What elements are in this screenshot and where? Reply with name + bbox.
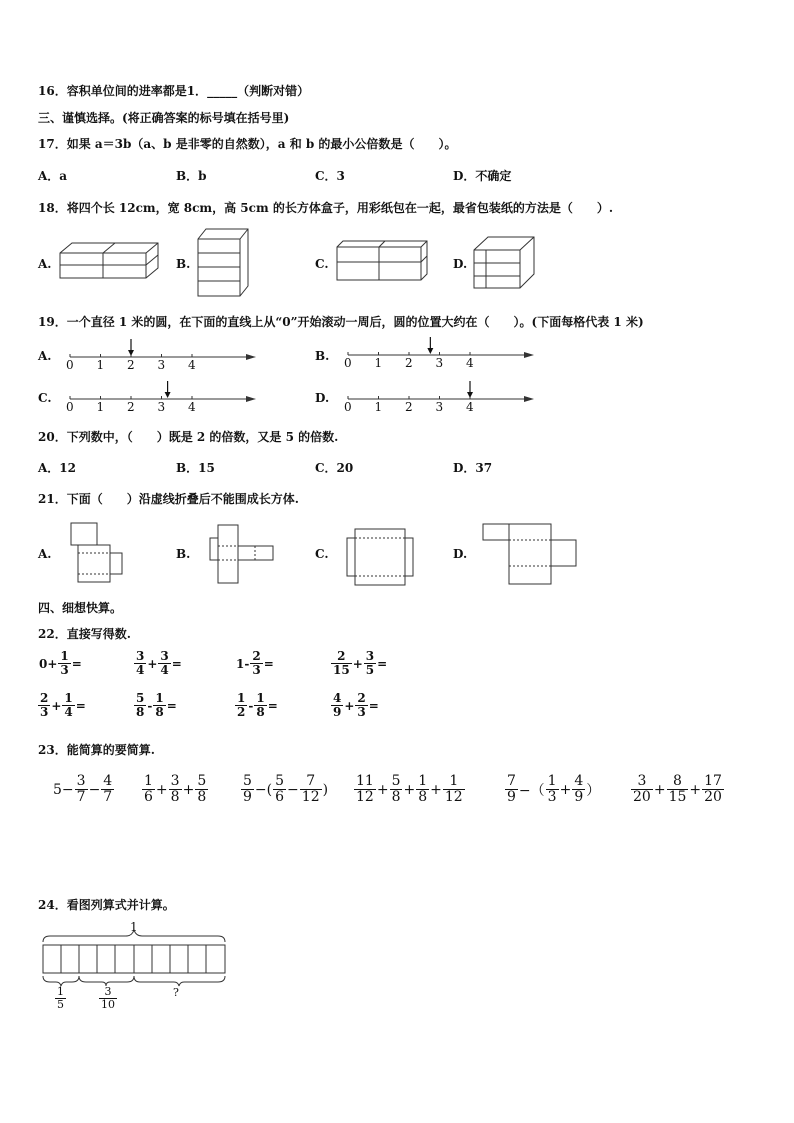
fraction bbox=[75, 774, 88, 806]
q22-expression bbox=[235, 692, 279, 719]
operator: + bbox=[155, 781, 168, 798]
denominator: 8 bbox=[155, 705, 164, 720]
fraction bbox=[158, 650, 170, 677]
fraction bbox=[273, 774, 286, 806]
question-20-stem: 20．下列数中，（ ）既是 2 的倍数，又是 5 的倍数. bbox=[38, 430, 339, 444]
tick-label: 2 bbox=[127, 400, 135, 414]
q19-label-c[interactable]: C. bbox=[38, 391, 52, 405]
arrowhead-icon bbox=[524, 352, 534, 358]
q22-expression bbox=[38, 650, 83, 677]
numerator: 4 bbox=[103, 773, 113, 789]
q22-expression bbox=[331, 692, 380, 719]
q22-expression bbox=[331, 650, 388, 677]
fraction bbox=[195, 774, 208, 806]
numerator: 1 bbox=[418, 773, 428, 789]
question-16-blank[interactable]: _____ bbox=[207, 84, 238, 98]
fraction bbox=[546, 774, 559, 806]
operator: = bbox=[368, 698, 379, 713]
q24-seg2-numerator: 3 bbox=[99, 986, 117, 999]
q24-seg1-numerator: 1 bbox=[57, 985, 64, 998]
question-21-stem: 21．下面（ ）沿虚线折叠后不能围成长方体. bbox=[38, 492, 299, 506]
down-arrow-icon bbox=[128, 350, 134, 356]
q18-figure-a bbox=[60, 238, 160, 278]
denominator: 9 bbox=[507, 789, 516, 806]
operator: - bbox=[147, 698, 153, 713]
numerator: 2 bbox=[252, 649, 261, 663]
tick-label: 3 bbox=[157, 358, 166, 372]
tick-label: 0 bbox=[66, 400, 74, 414]
tick-label: 0 bbox=[66, 358, 74, 372]
arrowhead-icon bbox=[524, 396, 534, 402]
denominator: 4 bbox=[136, 663, 145, 678]
tick-label: 0 bbox=[344, 356, 352, 370]
question-19-stem: 19．一个直径 1 米的圆，在下面的直线上从“0”开始滚动一周后，圆的位置大约在（ ）。(下面每格代表 1 米) bbox=[38, 315, 644, 329]
denominator: 5 bbox=[365, 663, 375, 678]
numerator: 2 bbox=[331, 650, 352, 664]
question-16-text: 容积单位间的进率都是1． bbox=[66, 84, 208, 98]
operator: + bbox=[403, 781, 416, 798]
q24-seg3-label: ? bbox=[173, 986, 179, 999]
tick-label: 2 bbox=[405, 400, 413, 414]
question-22-stem: 22．直接写得数. bbox=[38, 627, 131, 641]
operator: 0+ bbox=[39, 656, 58, 671]
operator: − bbox=[287, 781, 299, 798]
numerator: 3 bbox=[631, 774, 653, 790]
denominator: 15 bbox=[668, 789, 687, 806]
question-17-stem: 17．如果 a＝3b（a、b 是非零的自然数），a 和 b 的最小公倍数是（ ）。 bbox=[38, 137, 457, 151]
numerator: 5 bbox=[197, 773, 207, 789]
tick-label: 2 bbox=[405, 356, 413, 370]
operator: = bbox=[75, 698, 86, 713]
numerator: 2 bbox=[357, 691, 366, 705]
arrowhead-icon bbox=[246, 396, 256, 402]
q20-option-a[interactable]: A．12 bbox=[38, 461, 77, 475]
numerator: 3 bbox=[76, 773, 86, 789]
q18-figure-d bbox=[474, 236, 536, 290]
q19-label-b[interactable]: B. bbox=[315, 349, 330, 363]
denominator: 12 bbox=[301, 789, 320, 806]
q17-option-a[interactable]: A．a bbox=[38, 169, 68, 183]
section-3-title: 三、谨慎选择。(将正确答案的标号填在括号里) bbox=[38, 111, 290, 125]
fraction bbox=[58, 650, 70, 677]
operator: + bbox=[559, 781, 572, 798]
q18-label-a[interactable]: A. bbox=[38, 257, 52, 271]
denominator: 8 bbox=[136, 705, 145, 720]
operator: + bbox=[430, 781, 442, 798]
denominator: 3 bbox=[357, 705, 366, 720]
denominator: 9 bbox=[574, 789, 584, 806]
q21-label-b[interactable]: B. bbox=[176, 547, 191, 561]
tick-label: 3 bbox=[435, 356, 444, 370]
operator: 5− bbox=[53, 781, 74, 798]
numerator: 3 bbox=[136, 649, 145, 663]
q21-net-a bbox=[70, 522, 124, 584]
q19-label-a[interactable]: A. bbox=[38, 349, 52, 363]
q22-expression bbox=[235, 650, 275, 677]
denominator: 9 bbox=[243, 789, 252, 806]
tick-label: 4 bbox=[466, 356, 474, 370]
numerator: 5 bbox=[275, 773, 285, 789]
q17-option-b[interactable]: B．b bbox=[176, 169, 207, 183]
q21-label-c[interactable]: C. bbox=[315, 547, 329, 561]
q21-net-d bbox=[482, 523, 578, 585]
q23-expression bbox=[505, 774, 601, 806]
denominator: 3 bbox=[252, 663, 261, 678]
tick-label: 1 bbox=[96, 358, 105, 372]
operator: = bbox=[171, 656, 182, 671]
denominator: 12 bbox=[444, 789, 463, 806]
operator: - bbox=[248, 698, 254, 713]
operator: − bbox=[88, 781, 101, 798]
fraction bbox=[134, 692, 146, 719]
q17-option-c[interactable]: C．3 bbox=[315, 169, 345, 183]
numerator: 5 bbox=[136, 691, 145, 705]
fraction bbox=[142, 774, 155, 806]
q21-label-d[interactable]: D. bbox=[453, 547, 468, 561]
tick-label: 1 bbox=[374, 400, 383, 414]
tick-label: 0 bbox=[344, 400, 352, 414]
operator: 1- bbox=[236, 656, 250, 671]
denominator: 8 bbox=[418, 789, 428, 806]
q18-label-b[interactable]: B. bbox=[176, 257, 191, 271]
operator: −( bbox=[254, 781, 273, 798]
denominator: 6 bbox=[144, 789, 153, 806]
arrowhead-icon bbox=[246, 354, 256, 360]
q22-expression bbox=[134, 650, 183, 677]
q18-figure-b bbox=[198, 228, 250, 300]
numerator: 3 bbox=[160, 649, 169, 663]
operator: + bbox=[653, 781, 666, 798]
question-16-number: 16． bbox=[38, 84, 67, 98]
numerator: 1 bbox=[547, 773, 557, 789]
tick-label: 3 bbox=[435, 400, 444, 414]
q18-label-d[interactable]: D. bbox=[453, 257, 468, 271]
q20-option-b[interactable]: B．15 bbox=[176, 461, 215, 475]
down-arrow-icon bbox=[427, 348, 433, 354]
fraction bbox=[254, 692, 266, 719]
numerator: 8 bbox=[667, 774, 689, 790]
fraction bbox=[364, 650, 376, 677]
fraction bbox=[62, 692, 74, 719]
tick-label: 1 bbox=[96, 400, 105, 414]
operator: + bbox=[147, 656, 158, 671]
q19-label-d[interactable]: D. bbox=[315, 391, 330, 405]
question-16-tail: （判断对错） bbox=[237, 84, 310, 98]
operator: ） bbox=[586, 782, 601, 799]
fraction bbox=[572, 774, 585, 806]
q24-top-label: 1 bbox=[130, 920, 138, 934]
operator: + bbox=[51, 698, 62, 713]
operator: ) bbox=[322, 781, 329, 798]
operator: + bbox=[689, 781, 702, 798]
numerator: 1 bbox=[60, 649, 69, 663]
q24-seg1-denominator: 5 bbox=[57, 998, 64, 1012]
numerator: 3 bbox=[365, 649, 375, 663]
numerator: 17 bbox=[704, 773, 722, 789]
q21-label-a[interactable]: A. bbox=[38, 547, 52, 561]
numerator: 1 bbox=[155, 691, 164, 705]
fraction bbox=[153, 692, 165, 719]
operator: = bbox=[166, 698, 177, 713]
fraction bbox=[241, 774, 254, 806]
numerator: 1 bbox=[256, 691, 265, 705]
denominator: 15 bbox=[333, 663, 350, 678]
operator: = bbox=[263, 656, 274, 671]
q23-expression bbox=[631, 774, 724, 806]
tick-label: 4 bbox=[188, 400, 196, 414]
denominator: 2 bbox=[237, 705, 246, 720]
numerator: 7 bbox=[507, 773, 516, 789]
fraction bbox=[134, 650, 146, 677]
down-arrow-icon bbox=[467, 392, 473, 398]
q24-seg2-fraction bbox=[99, 986, 117, 1011]
question-18-stem: 18．将四个长 12cm，宽 8cm，高 5cm 的长方体盒子，用彩纸包在一起，最省包装纸的方法是（ ）. bbox=[38, 201, 614, 215]
numerator: 4 bbox=[333, 691, 342, 705]
numerator: 11 bbox=[356, 773, 374, 789]
denominator: 3 bbox=[60, 663, 69, 678]
numerator: 7 bbox=[300, 774, 322, 790]
q23-expression bbox=[142, 774, 208, 806]
q17-option-d[interactable]: D．不确定 bbox=[453, 169, 512, 183]
tick-label: 4 bbox=[466, 400, 474, 414]
numerator: 5 bbox=[391, 773, 401, 789]
fraction bbox=[355, 692, 367, 719]
operator: −（ bbox=[518, 782, 545, 799]
question-16 bbox=[38, 82, 309, 99]
denominator: 8 bbox=[170, 789, 180, 806]
denominator: 8 bbox=[256, 705, 265, 720]
fraction bbox=[702, 774, 724, 806]
numerator: 5 bbox=[243, 773, 252, 789]
fraction bbox=[300, 774, 322, 806]
denominator: 8 bbox=[391, 789, 401, 806]
tick-label: 4 bbox=[188, 358, 196, 372]
q20-option-d[interactable]: D．37 bbox=[453, 461, 493, 475]
q23-expression bbox=[52, 774, 114, 806]
denominator: 9 bbox=[333, 705, 342, 720]
q21-net-c bbox=[346, 528, 414, 586]
q24-bar-diagram bbox=[40, 920, 230, 1020]
q23-expression bbox=[241, 774, 329, 806]
fraction bbox=[235, 692, 247, 719]
q18-figure-c bbox=[337, 240, 429, 282]
q21-net-b bbox=[209, 524, 275, 584]
q18-label-c[interactable]: C. bbox=[315, 257, 329, 271]
fraction bbox=[169, 774, 182, 806]
q20-option-c[interactable]: C．20 bbox=[315, 461, 354, 475]
operator: + bbox=[376, 781, 389, 798]
operator: = bbox=[267, 698, 278, 713]
section-4-title: 四、细想快算。 bbox=[38, 601, 123, 615]
question-23-stem: 23．能简算的要简算. bbox=[38, 743, 155, 757]
q24-seg2-denominator: 10 bbox=[101, 998, 115, 1012]
fraction bbox=[443, 774, 465, 806]
tick-label: 2 bbox=[127, 358, 135, 372]
denominator: 4 bbox=[64, 705, 73, 720]
denominator: 4 bbox=[160, 663, 169, 678]
q24-seg1-fraction bbox=[55, 986, 66, 1011]
fraction bbox=[667, 774, 689, 806]
numerator: 1 bbox=[64, 691, 73, 705]
fraction bbox=[101, 774, 114, 806]
q22-expression bbox=[134, 692, 178, 719]
operator: + bbox=[344, 698, 355, 713]
numerator: 1 bbox=[144, 773, 153, 789]
operator: + bbox=[182, 781, 195, 798]
denominator: 3 bbox=[40, 705, 49, 720]
fraction bbox=[250, 650, 262, 677]
denominator: 8 bbox=[197, 789, 207, 806]
q23-expression bbox=[354, 774, 465, 806]
denominator: 7 bbox=[103, 789, 113, 806]
fraction bbox=[416, 774, 429, 806]
numerator: 1 bbox=[237, 691, 246, 705]
fraction bbox=[505, 774, 518, 806]
fraction bbox=[631, 774, 653, 806]
denominator: 3 bbox=[547, 789, 557, 806]
denominator: 20 bbox=[633, 789, 651, 806]
denominator: 7 bbox=[76, 789, 86, 806]
denominator: 6 bbox=[275, 789, 285, 806]
down-arrow-icon bbox=[165, 392, 171, 398]
operator: + bbox=[352, 656, 363, 671]
numerator: 2 bbox=[40, 691, 49, 705]
operator: = bbox=[71, 656, 82, 671]
q22-expression bbox=[38, 692, 87, 719]
tick-label: 3 bbox=[157, 400, 166, 414]
numerator: 1 bbox=[443, 774, 465, 790]
tick-label: 1 bbox=[374, 356, 383, 370]
denominator: 12 bbox=[356, 789, 374, 806]
operator: = bbox=[377, 656, 388, 671]
fraction bbox=[331, 650, 352, 677]
question-24-stem: 24．看图列算式并计算。 bbox=[38, 898, 175, 912]
fraction bbox=[354, 774, 376, 806]
fraction bbox=[331, 692, 343, 719]
fraction bbox=[390, 774, 403, 806]
fraction bbox=[38, 692, 50, 719]
denominator: 20 bbox=[704, 789, 722, 806]
numerator: 3 bbox=[170, 773, 180, 789]
numerator: 4 bbox=[574, 773, 584, 789]
